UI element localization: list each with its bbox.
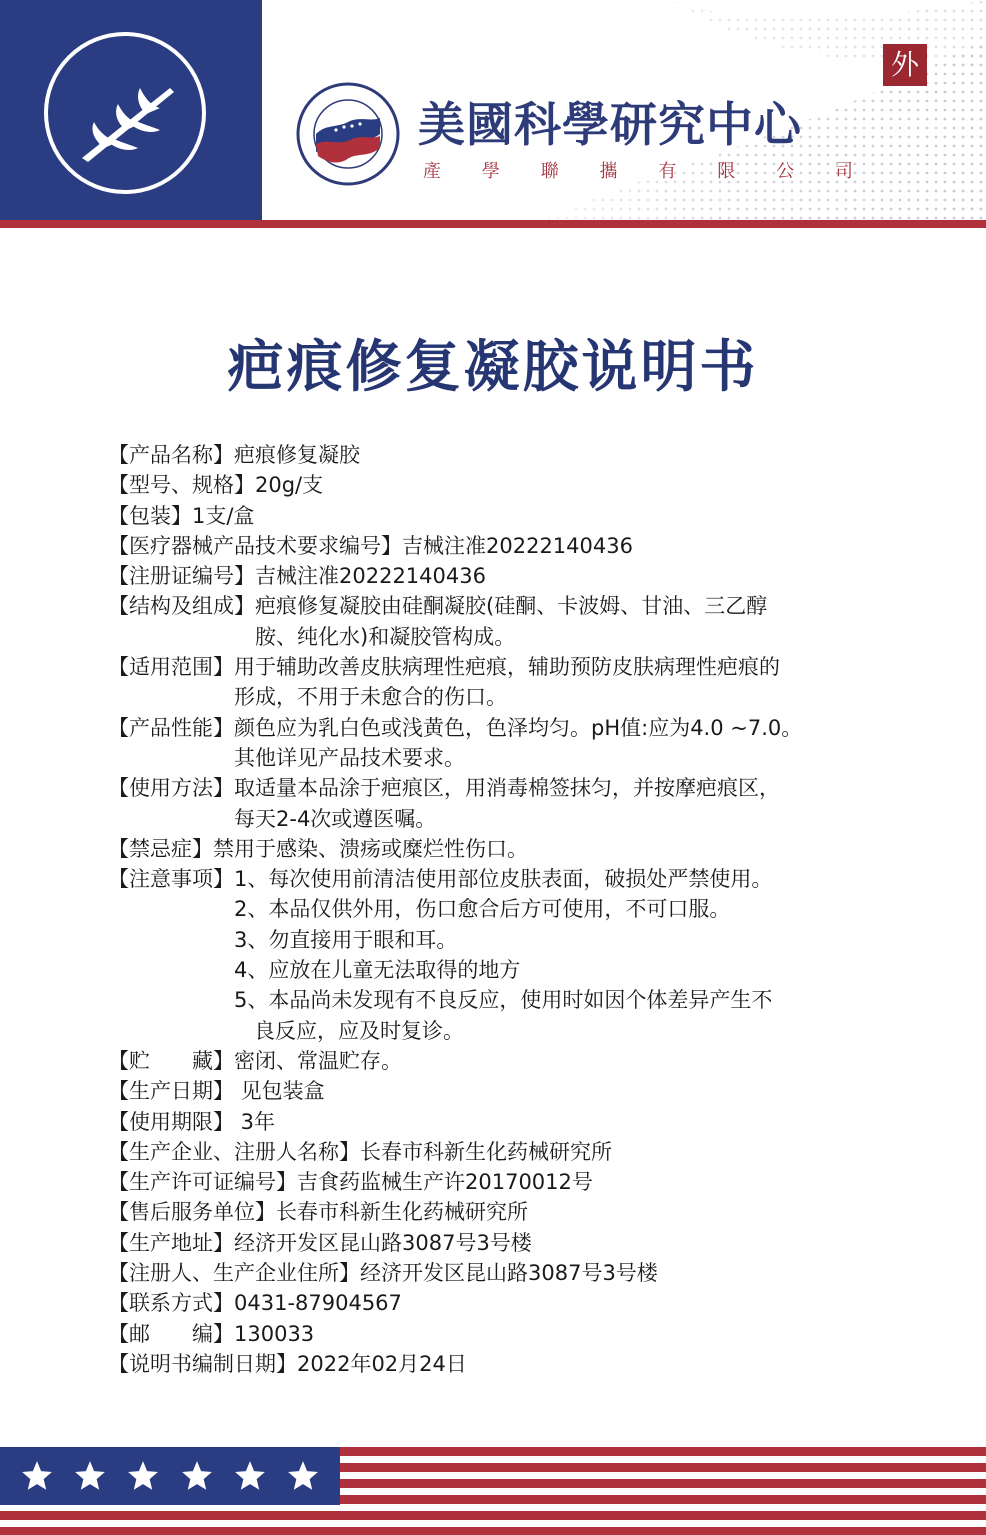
info-row bbox=[108, 1319, 908, 1349]
info-label: 【联系方式】 bbox=[108, 1291, 234, 1316]
info-value: 吉械注准20222140436 bbox=[255, 564, 486, 589]
info-label: 【生产地址】 bbox=[108, 1230, 234, 1255]
info-value: 良反应，应及时复诊。 bbox=[234, 1018, 465, 1043]
org-subtitle-char: 攜 bbox=[599, 161, 618, 182]
info-value: 禁用于感染、溃疡或糜烂性伤口。 bbox=[213, 836, 528, 861]
org-subtitle-char: 司 bbox=[834, 161, 853, 182]
info-label: 【生产企业、注册人名称】 bbox=[108, 1139, 360, 1164]
info-value: 取适量本品涂于疤痕区，用消毒棉签抹匀，并按摩疤痕区， bbox=[234, 776, 780, 801]
info-label: 【禁忌症】 bbox=[108, 836, 213, 861]
info-label: 【产品名称】 bbox=[108, 443, 234, 467]
info-value: 0431-87904567 bbox=[234, 1291, 402, 1316]
info-value: 疤痕修复凝胶由硅酮凝胶(硅酮、卡波姆、甘油、三乙醇 bbox=[255, 594, 768, 619]
info-row bbox=[108, 864, 908, 1046]
info-value: 胺、纯化水)和凝胶管构成。 bbox=[255, 624, 516, 649]
info-value: 130033 bbox=[234, 1321, 315, 1346]
info-row bbox=[108, 713, 908, 774]
footer-flag bbox=[0, 1445, 986, 1535]
info-value: 密闭、常温贮存。 bbox=[234, 1048, 402, 1073]
star-icon bbox=[233, 1459, 267, 1493]
document-title: 疤痕修复凝胶说明书 bbox=[227, 335, 759, 400]
info-row bbox=[108, 652, 908, 713]
info-row bbox=[108, 1107, 908, 1137]
org-subtitle-char: 有 bbox=[658, 161, 677, 182]
info-label: 【结构及组成】 bbox=[108, 594, 255, 619]
star-icon bbox=[180, 1459, 214, 1493]
info-row bbox=[108, 1137, 908, 1167]
info-row bbox=[108, 1076, 908, 1106]
info-label: 【包装】 bbox=[108, 503, 192, 528]
info-row bbox=[108, 531, 908, 561]
info-row bbox=[108, 501, 908, 531]
info-row bbox=[108, 1167, 908, 1197]
info-label: 【注册证编号】 bbox=[108, 564, 255, 589]
info-value: 用于辅助改善皮肤病理性疤痕，辅助预防皮肤病理性疤痕的 bbox=[234, 655, 780, 680]
info-value: 每天2-4次或遵医嘱。 bbox=[234, 806, 437, 831]
star-icon bbox=[286, 1459, 320, 1493]
info-label: 【注意事项】 bbox=[108, 867, 234, 892]
info-label: 【邮 编】 bbox=[108, 1321, 234, 1346]
star-icon bbox=[126, 1459, 160, 1493]
footer-stars bbox=[0, 1447, 340, 1505]
info-value: 长春市科新生化药械研究所 bbox=[276, 1200, 528, 1225]
info-value: 2022年02月24日 bbox=[297, 1351, 467, 1376]
info-label: 【说明书编制日期】 bbox=[108, 1351, 297, 1376]
info-label: 【生产许可证编号】 bbox=[108, 1170, 297, 1195]
info-value: 1、每次使用前清洁使用部位皮肤表面，破损处严禁使用。 bbox=[234, 867, 773, 892]
info-value: 吉食药监械生产许20170012号 bbox=[297, 1170, 593, 1195]
org-subtitle-char: 學 bbox=[481, 161, 500, 182]
info-row bbox=[108, 561, 908, 591]
info-value: 形成，不用于未愈合的伤口。 bbox=[234, 685, 507, 710]
info-label: 【生产日期】 bbox=[108, 1079, 234, 1104]
info-label: 【产品性能】 bbox=[108, 715, 234, 740]
org-subtitle-char: 聯 bbox=[540, 161, 559, 182]
info-label: 【适用范围】 bbox=[108, 655, 234, 680]
info-row bbox=[108, 1288, 908, 1318]
info-value: 吉械注准20222140436 bbox=[402, 533, 633, 558]
org-subtitle-char: 限 bbox=[717, 161, 736, 182]
info-row bbox=[108, 1046, 908, 1076]
info-label: 【使用期限】 bbox=[108, 1109, 234, 1134]
swallow-birds-icon bbox=[42, 30, 208, 196]
info-value: 经济开发区昆山路3087号3号楼 bbox=[234, 1230, 532, 1255]
info-label: 【贮 藏】 bbox=[108, 1048, 234, 1073]
info-value: 颜色应为乳白色或浅黄色，色泽均匀。pH值:应为4.0 ~7.0。 bbox=[234, 715, 803, 740]
info-value: 其他详见产品技术要求。 bbox=[234, 745, 465, 770]
info-value: 4、应放在儿童无法取得的地方 bbox=[234, 958, 521, 983]
info-value: 疤痕修复凝胶 bbox=[234, 443, 360, 467]
info-value: 20g/支 bbox=[255, 473, 324, 498]
info-value: 经济开发区昆山路3087号3号楼 bbox=[360, 1261, 658, 1286]
info-value: 3、勿直接用于眼和耳。 bbox=[234, 927, 458, 952]
info-value: 5、本品尚未发现有不良反应，使用时如因个体差异产生不 bbox=[234, 988, 773, 1013]
info-label: 【型号、规格】 bbox=[108, 473, 255, 498]
org-subtitle-char: 產 bbox=[423, 161, 441, 182]
info-value: 3年 bbox=[234, 1109, 276, 1134]
info-row bbox=[108, 1228, 908, 1258]
org-seal-icon bbox=[296, 82, 400, 186]
info-value: 见包装盒 bbox=[234, 1079, 325, 1104]
info-row bbox=[108, 440, 908, 470]
org-subtitle-char: 公 bbox=[776, 161, 795, 182]
info-row bbox=[108, 591, 908, 652]
org-subtitle bbox=[423, 157, 853, 183]
info-row bbox=[108, 1258, 908, 1288]
info-label: 【售后服务单位】 bbox=[108, 1200, 276, 1225]
info-row bbox=[108, 773, 908, 834]
info-row bbox=[108, 1349, 908, 1379]
info-value: 1支/盒 bbox=[192, 503, 255, 528]
instructions-list bbox=[108, 440, 908, 1379]
org-name: 美國科學研究中心 bbox=[418, 98, 802, 153]
info-label: 【注册人、生产企业住所】 bbox=[108, 1261, 360, 1286]
top-flag-stripes bbox=[0, 220, 986, 228]
info-value: 2、本品仅供外用，伤口愈合后方可使用，不可口服。 bbox=[234, 897, 731, 922]
info-value: 长春市科新生化药械研究所 bbox=[360, 1139, 612, 1164]
badge-wai: 外 bbox=[883, 44, 927, 86]
star-icon bbox=[20, 1459, 54, 1493]
info-row bbox=[108, 470, 908, 500]
info-row bbox=[108, 834, 908, 864]
star-icon bbox=[73, 1459, 107, 1493]
info-row bbox=[108, 1197, 908, 1227]
header-banner bbox=[0, 0, 986, 228]
info-label: 【使用方法】 bbox=[108, 776, 234, 801]
info-label: 【医疗器械产品技术要求编号】 bbox=[108, 533, 402, 558]
